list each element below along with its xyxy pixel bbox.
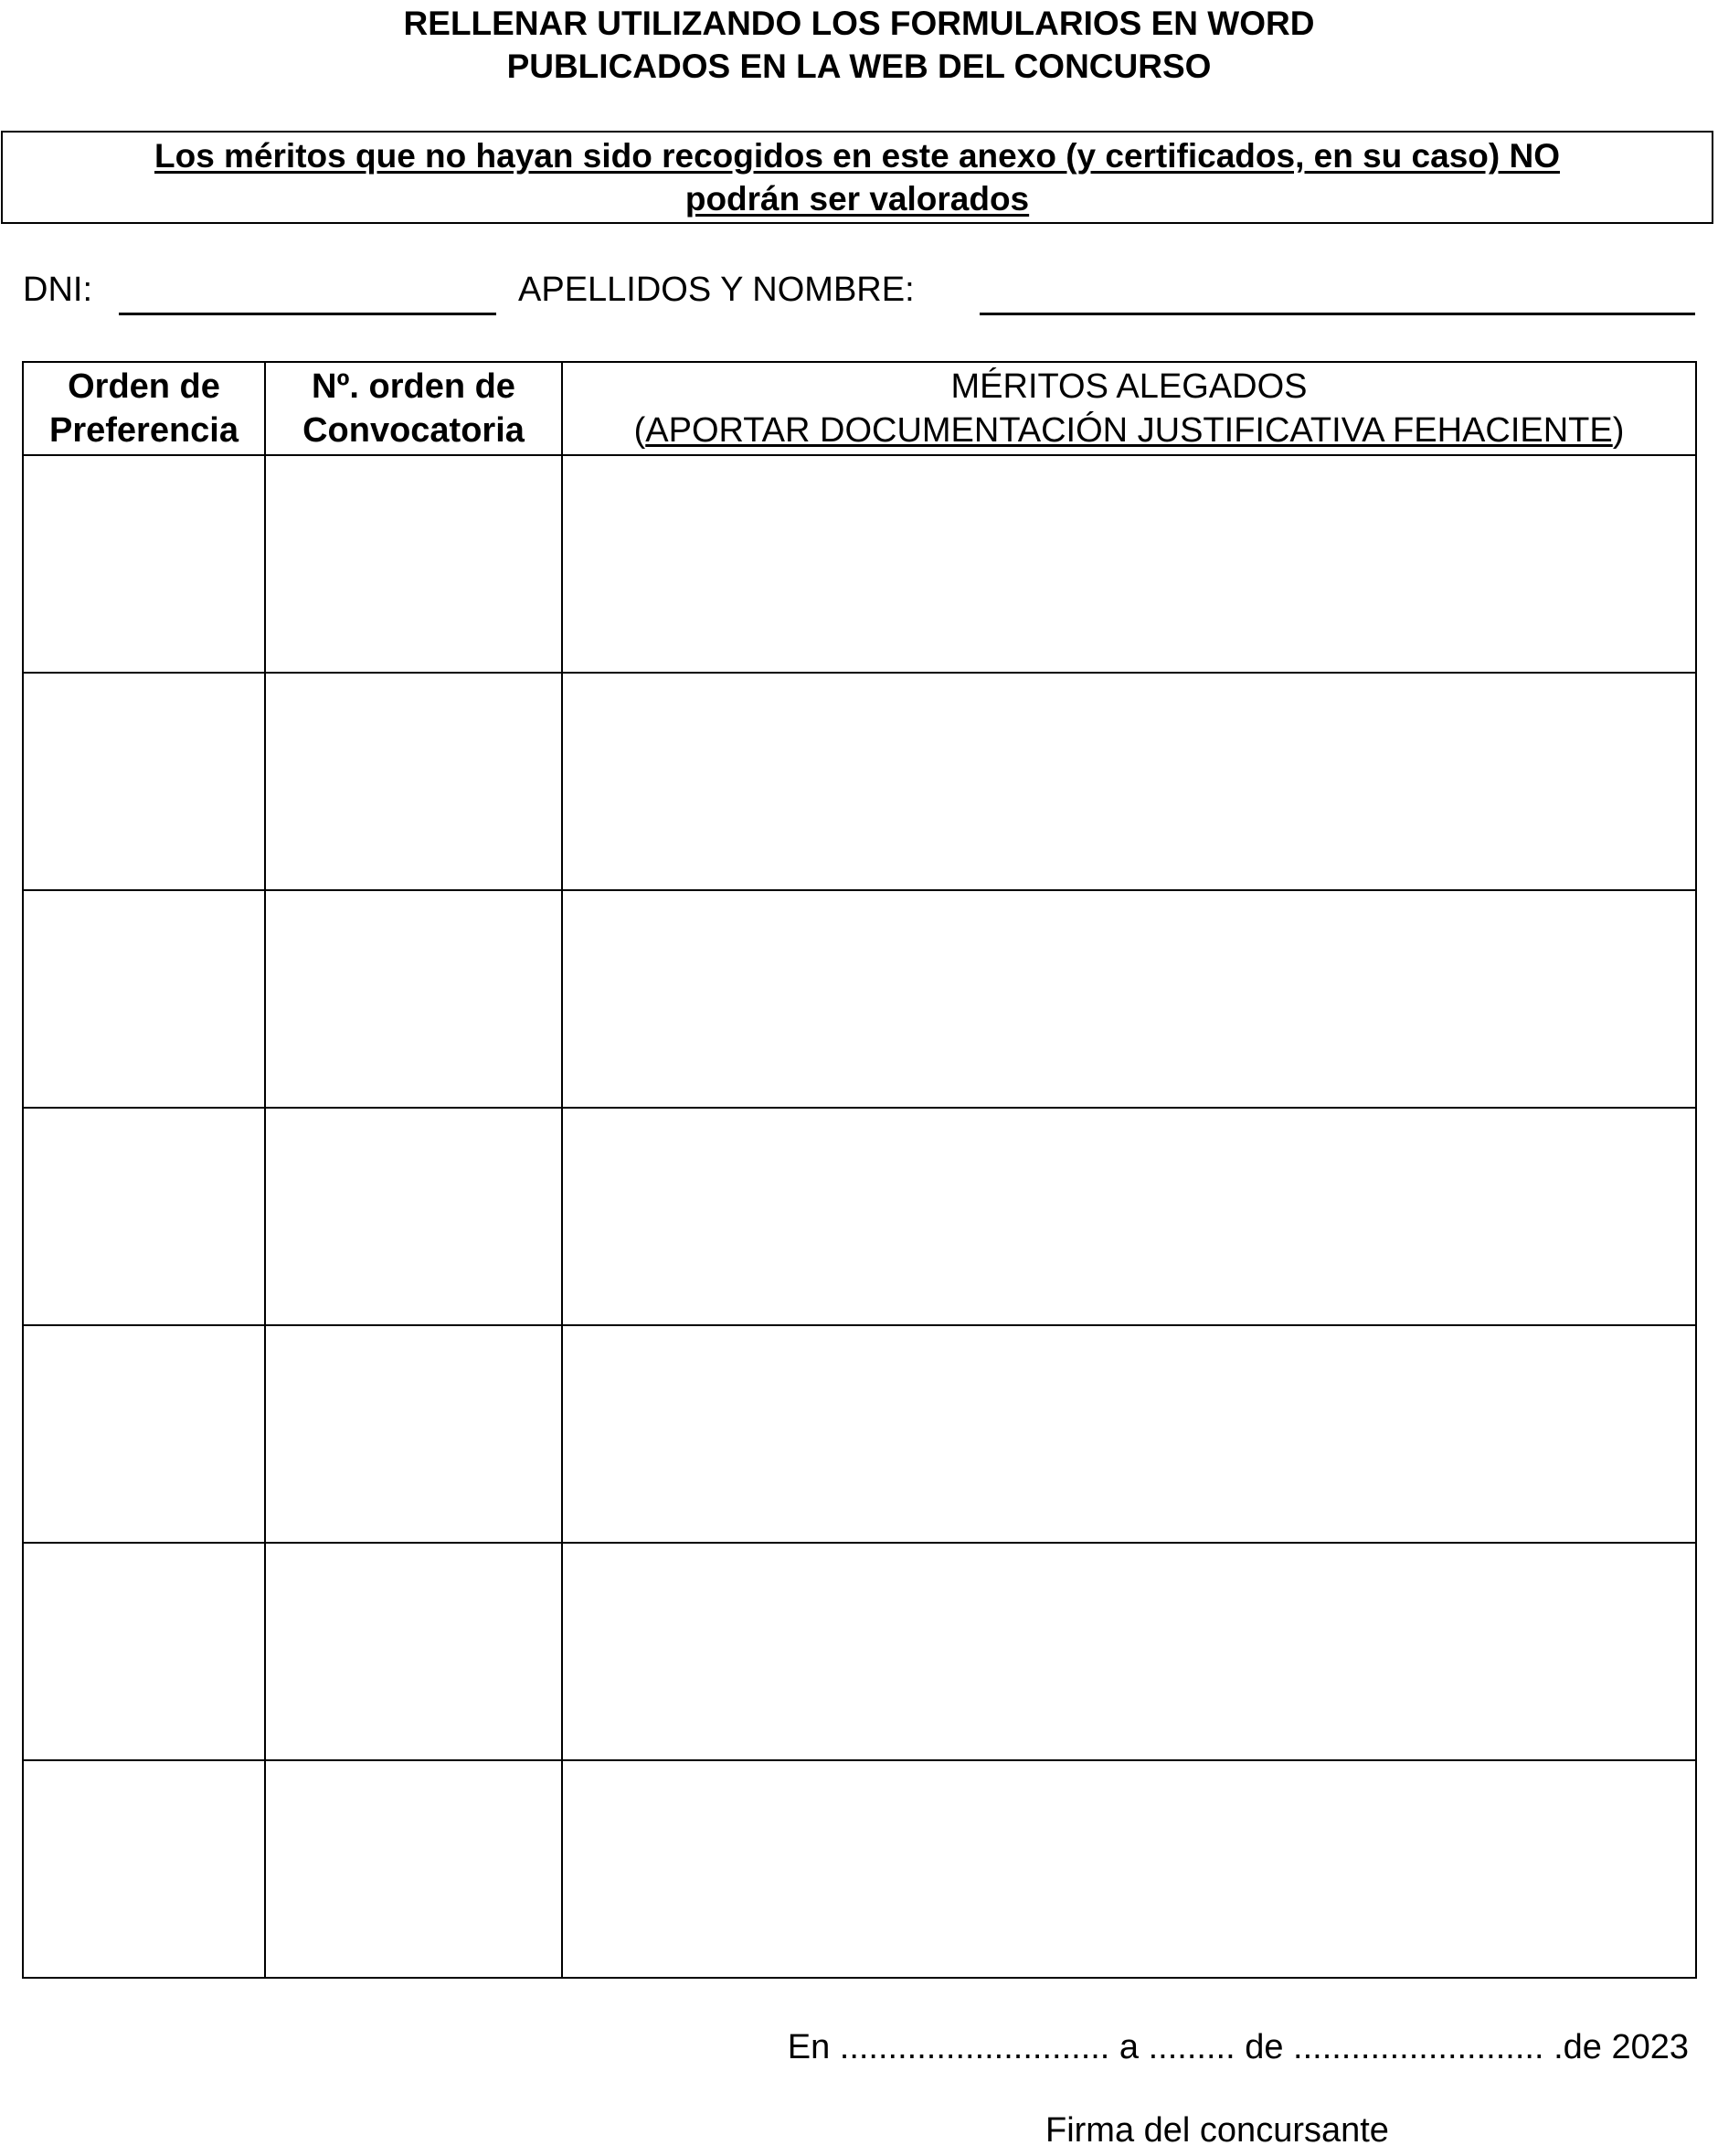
header-line-2: PUBLICADOS EN LA WEB DEL CONCURSO [506,48,1212,85]
name-field[interactable] [980,313,1695,315]
call-number-cell[interactable] [265,1325,562,1543]
call-number-cell[interactable] [265,1108,562,1325]
call-number-cell[interactable] [265,890,562,1108]
merits-subheader: APORTAR DOCUMENTACIÓN JUSTIFICATIVA FEHACIENTE [645,411,1613,450]
notice-line-1: Los méritos que no hayan sido recogidos en este anexo (y certificados, en su caso) NO [154,137,1560,175]
table-row [23,890,1696,1108]
merits-cell[interactable] [562,673,1696,890]
table-row [23,1325,1696,1543]
signature-label: Firma del concursante [1045,2111,1389,2150]
preference-cell[interactable] [23,673,265,890]
merits-table [22,361,1697,1979]
dni-field[interactable] [119,313,496,315]
column-header-call-number: Nº. orden de Convocatoria [265,362,562,455]
notice-line-2: podrán ser valorados [684,180,1030,218]
merits-cell[interactable] [562,455,1696,673]
merits-cell[interactable] [562,1543,1696,1760]
table-row [23,1760,1696,1978]
table-row [23,673,1696,890]
column-header-merits: MÉRITOS ALEGADOS (APORTAR DOCUMENTACIÓN JUSTIFICATIVA FEHACIENTE) [562,362,1696,455]
call-number-cell[interactable] [265,1543,562,1760]
call-number-cell[interactable] [265,673,562,890]
preference-cell[interactable] [23,890,265,1108]
column-header-preference: Orden de Preferencia [23,362,265,455]
form-header [0,2,1718,88]
header-line-1: RELLENAR UTILIZANDO LOS FORMULARIOS EN WORD [403,5,1315,42]
preference-cell[interactable] [23,1325,265,1543]
merits-cell[interactable] [562,890,1696,1108]
merits-notice-box [1,131,1713,224]
merits-cell[interactable] [562,1760,1696,1978]
preference-cell[interactable] [23,1108,265,1325]
preference-cell[interactable] [23,1543,265,1760]
table-row [23,455,1696,673]
table-header-row [23,362,1696,455]
date-place-line: En ............................ a ......... de .......................... .de 2023 [787,2028,1689,2066]
preference-cell[interactable] [23,455,265,673]
call-number-cell[interactable] [265,455,562,673]
table-row [23,1543,1696,1760]
preference-cell[interactable] [23,1760,265,1978]
merits-cell[interactable] [562,1325,1696,1543]
call-number-cell[interactable] [265,1760,562,1978]
dni-label: DNI: [23,271,92,309]
table-row [23,1108,1696,1325]
name-label: APELLIDOS Y NOMBRE: [518,271,915,309]
merits-cell[interactable] [562,1108,1696,1325]
